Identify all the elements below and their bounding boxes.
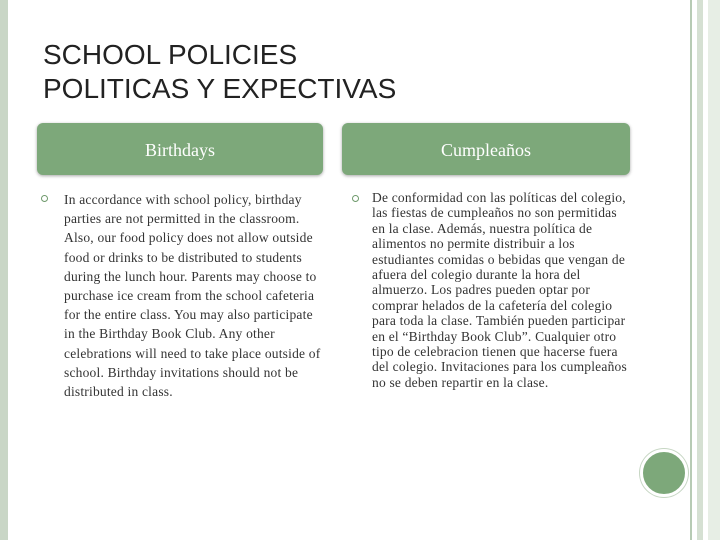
frame-right-stripe bbox=[708, 0, 720, 540]
bullet-icon bbox=[352, 195, 359, 202]
slide-title-line2: POLITICAS Y EXPECTIVAS bbox=[43, 73, 397, 104]
cumpleanos-body-text: De conformidad con las políticas del colegio, las fiestas de cumpleaños no son permitidas en la clase. Además, nuestra política de alimentos no permite distribuir a los estudiantes comidas o bebidas que vengan de afuera del colegio durante la hora del almuerzo. Los padres pueden optar por comprar helados de la cafetería del colegio para toda la clase. También pueden participar en el “Birthday Book Club”. Cualquier otro tipo de celebracion tienen que hacerse fuera del colegio. Invitaciones para los cumpleaños no se deben repartir en la clase. bbox=[372, 190, 627, 390]
frame-left-bar bbox=[0, 0, 8, 540]
cumpleanos-header-label: Cumpleaños bbox=[441, 140, 531, 160]
birthdays-body-text: In accordance with school policy, birthday parties are not permitted in the classroom. Also, our food policy does not allow outside food or drinks to be distributed to students during the lunch hour. Parents may choose to purchase ice cream from the school cafeteria for the entire class. You may also participate in the Birthday Book Club. Any other celebrations will need to take place outside of school. Birthday invitations should not be distributed in class. bbox=[64, 192, 321, 400]
slide-title-line1: SCHOOL POLICIES bbox=[43, 39, 298, 70]
cumpleanos-header bbox=[342, 123, 630, 175]
frame-right-stripe bbox=[697, 0, 703, 540]
birthdays-header-label: Birthdays bbox=[145, 140, 215, 160]
birthdays-body bbox=[41, 190, 326, 401]
decorative-circle-icon bbox=[640, 449, 688, 497]
birthdays-header bbox=[37, 123, 323, 175]
cumpleanos-body bbox=[352, 190, 630, 390]
bullet-icon bbox=[41, 195, 48, 202]
slide-title bbox=[43, 38, 643, 106]
frame-right-stripe bbox=[690, 0, 692, 540]
